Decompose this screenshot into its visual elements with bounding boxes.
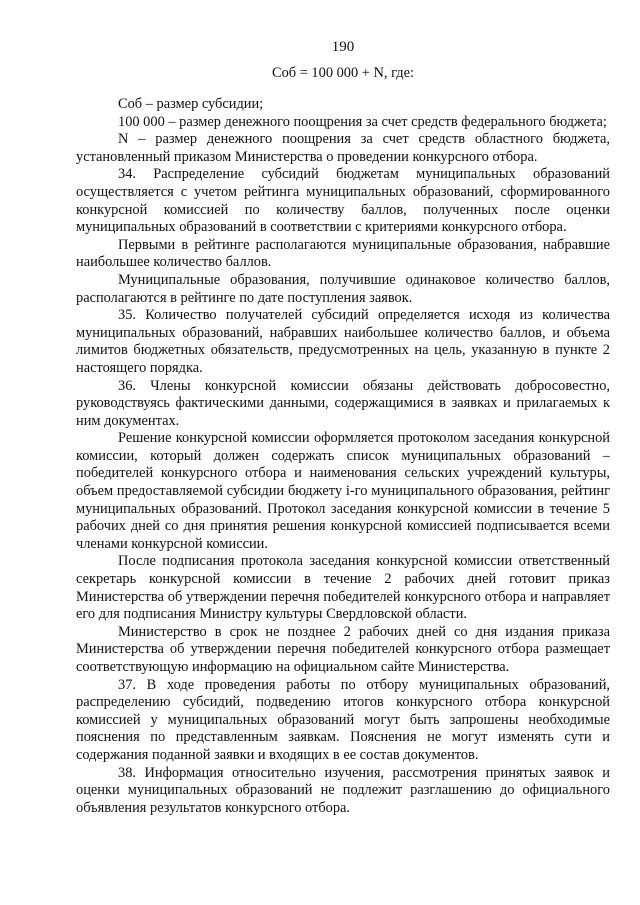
- paragraph-protocol-signing: После подписания протокола заседания конкурсной комиссии ответственный секретарь конкурсной комиссии в течение 2 рабочих дней готовит приказ Министерства об утверждении перечня победителей конкурсного отбора и направляет его для подписания Министру культуры Свердловской области.: [76, 553, 610, 623]
- paragraph-n-definition: N – размер денежного поощрения за счет средств областного бюджета, установленный приказом Министерства о проведении конкурсного отбора.: [76, 131, 610, 165]
- page-number: 190: [331, 39, 355, 55]
- paragraph-commission-decision: Решение конкурсной комиссии оформляется протоколом заседания конкурсной комиссии, который должен содержать список муниципальных образований – победителей конкурсного отбора и наименования сельских учреждений культуры, объем предоставляемой субсидии бюджету i-го муниципального образования, рейтинг муниципальных образований. Протокол заседания конкурсной комиссии в течение 5 рабочих дней со дня принятия решения конкурсной комиссией подписывается всеми членами конкурсной комиссии.: [76, 430, 610, 552]
- paragraph-sob-definition: Соб – размер субсидии;: [118, 96, 264, 112]
- paragraph-federal-amount: 100 000 – размер денежного поощрения за счет средств федерального бюджета;: [118, 113, 607, 130]
- paragraph-equal-points: Муниципальные образования, получившие одинаковое количество баллов, располагаются в рейтинге по дате поступления заявок.: [76, 271, 610, 306]
- paragraph-ministry-publication: Министерство в срок не позднее 2 рабочих дней со дня издания приказа Министерства об утверждении перечня победителей конкурсного отбора размещает соответствующую информацию на официальном сайте Министерства.: [76, 623, 610, 675]
- paragraph-37: 37. В ходе проведения работы по отбору муниципальных образований, распределению субсидий, подведению итогов конкурсного отбора конкурсной комиссией у муниципальных образований могут быть запрошены необходимые пояснения по представленным заявкам. Пояснения не могут изменять сути и содержания поданной заявки и входящих в ее состав документов.: [76, 676, 610, 763]
- paragraph-36: 36. Члены конкурсной комиссии обязаны действовать добросовестно, руководствуясь фактическими данными, содержащимися в заявках и прилагаемых к ним документах.: [76, 377, 610, 429]
- document-page: [76, 38, 610, 817]
- subsidy-formula: Соб = 100 000 + N, где:: [272, 65, 414, 81]
- paragraph-34: 34. Распределение субсидий бюджетам муниципальных образований осуществляется с учетом рейтинга муниципальных образований, сформированного конкурсной комиссией по количеству баллов, полученных после оценки муниципальных образований в соответствии с критериями конкурсного отбора.: [76, 166, 610, 236]
- paragraph-35: 35. Количество получателей субсидий определяется исходя из количества муниципальных образований, набравших наибольшее количество баллов, и объема лимитов бюджетных обязательств, предусмотренных на цель, указанную в пункте 2 настоящего порядка.: [76, 307, 610, 376]
- paragraph-38: 38. Информация относительно изучения, рассмотрения принятых заявок и оценки муниципальных образований не подлежит разглашению до официального объявления результатов конкурсного отбора.: [76, 764, 610, 816]
- paragraph-rating-first: Первыми в рейтинге располагаются муниципальные образования, набравшие наибольшее количество баллов.: [76, 236, 610, 271]
